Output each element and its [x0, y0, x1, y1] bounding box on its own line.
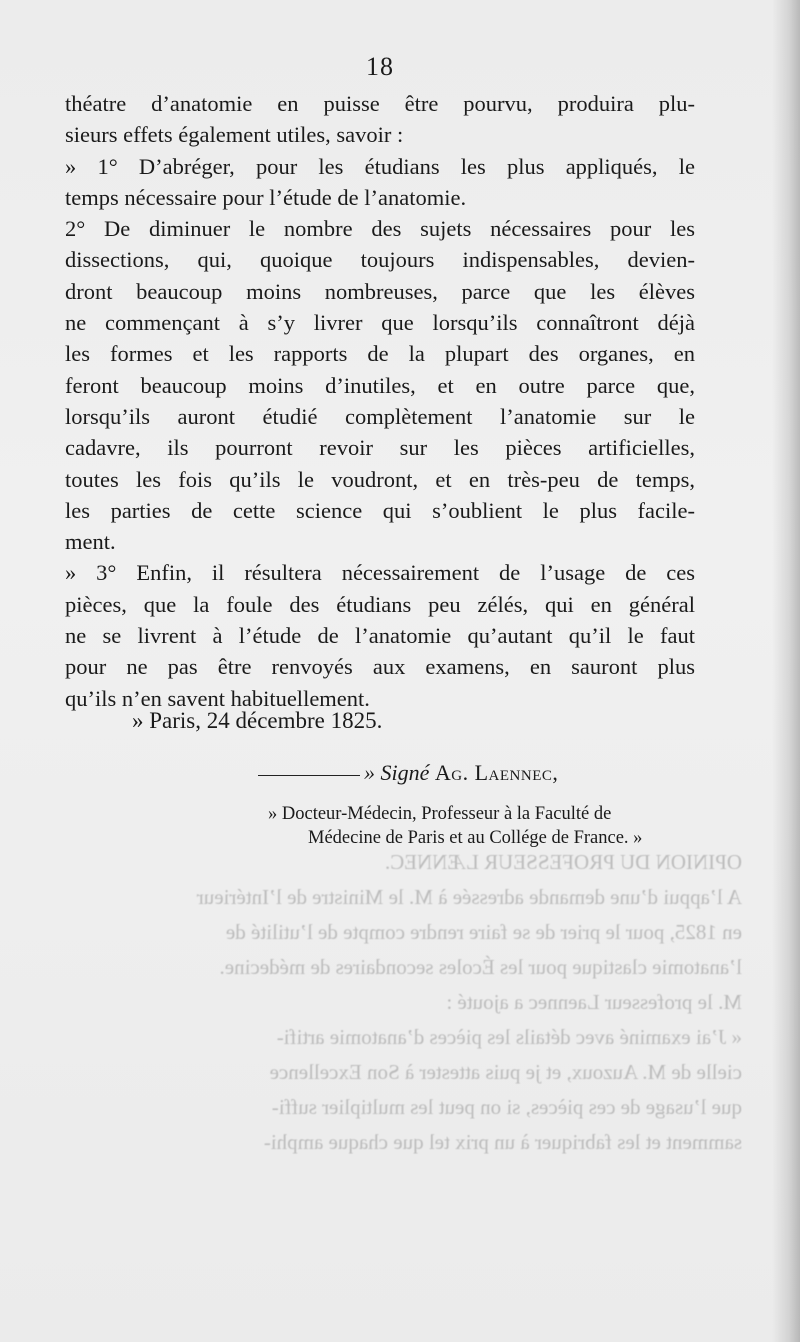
signature	[364, 760, 558, 786]
body-line: théatre d’anatomie en puisse être pourvu, produira plu-	[65, 91, 695, 116]
body-line: les formes et les rapports de la plupart des organes, en	[65, 341, 695, 367]
dateline: » Paris, 24 décembre 1825.	[132, 708, 383, 733]
body-line: dissections, qui, quoique toujours indispensables, devien-	[65, 247, 695, 273]
body-line: ne se livrent à l’étude de l’anatomie qu’autant qu’il le faut	[65, 623, 695, 649]
body-line: sieurs effets également utiles, savoir :	[65, 122, 404, 148]
body-line: cadavre, ils pourront revoir sur les pièces artificielles,	[65, 435, 695, 461]
body-line: pour ne pas être renvoyés aux examens, en sauront plus	[65, 654, 695, 680]
binding-shadow	[772, 0, 800, 1342]
body-line: dront beaucoup moins nombreuses, parce que les élèves	[65, 278, 695, 304]
signature-name: Ag. Laennec,	[434, 760, 559, 785]
body-line: qu’ils n’en savent habituellement.	[65, 685, 370, 711]
bleed-through-text: OPINION DU PROFESSEUR LÆNNEC. A l’appui d’une demande adressée à M. le Ministre de l’Intérieur en 1825, pour le prier de se faire rendre compte de l’utilité de l’anatomie clastique pour les Écoles secondaires de médecine. M. le professeur Laennec a ajouté : « J’ai examiné avec détails les pièces d’anatomie artifi- cielle de M. Auzoux, et je puis attester à Son Excellence que l’usage de ces pièces, si on peut les multiplier suffi- samment et les fabriquer à un prix tel que chaque amphi-	[196, 850, 742, 1154]
body-line: lorsqu’ils auront étudié complètement l’anatomie sur le	[65, 403, 695, 429]
body-text	[65, 88, 695, 714]
page-number: 18	[366, 52, 394, 81]
body-line: ment.	[65, 529, 116, 555]
body-line: » 3° Enfin, il résultera nécessairement de l’usage de ces	[65, 560, 695, 586]
body-line: ne commençant à s’y livrer que lorsqu’ils connaîtront déjà	[65, 310, 695, 336]
signature-rule	[258, 775, 360, 776]
body-line: pièces, que la foule des étudians peu zélés, qui en général	[65, 591, 695, 617]
body-line: toutes les fois qu’ils le voudront, et en très-peu de temps,	[65, 466, 695, 492]
signature-prefix: » Signé	[364, 760, 430, 785]
body-line: 2° De diminuer le nombre des sujets nécessaires pour les	[65, 216, 695, 242]
credential-line: Médecine de Paris et au Collége de France. »	[308, 828, 643, 848]
body-line: les parties de cette science qui s’oublient le plus facile-	[65, 497, 695, 523]
body-line: temps nécessaire pour l’étude de l’anatomie.	[65, 184, 467, 210]
body-line: » 1° D’abréger, pour les étudians les plus appliqués, le	[65, 153, 695, 179]
credential-line: » Docteur-Médecin, Professeur à la Faculté de	[268, 804, 612, 824]
body-line: feront beaucoup moins d’inutiles, et en outre parce que,	[65, 372, 695, 398]
